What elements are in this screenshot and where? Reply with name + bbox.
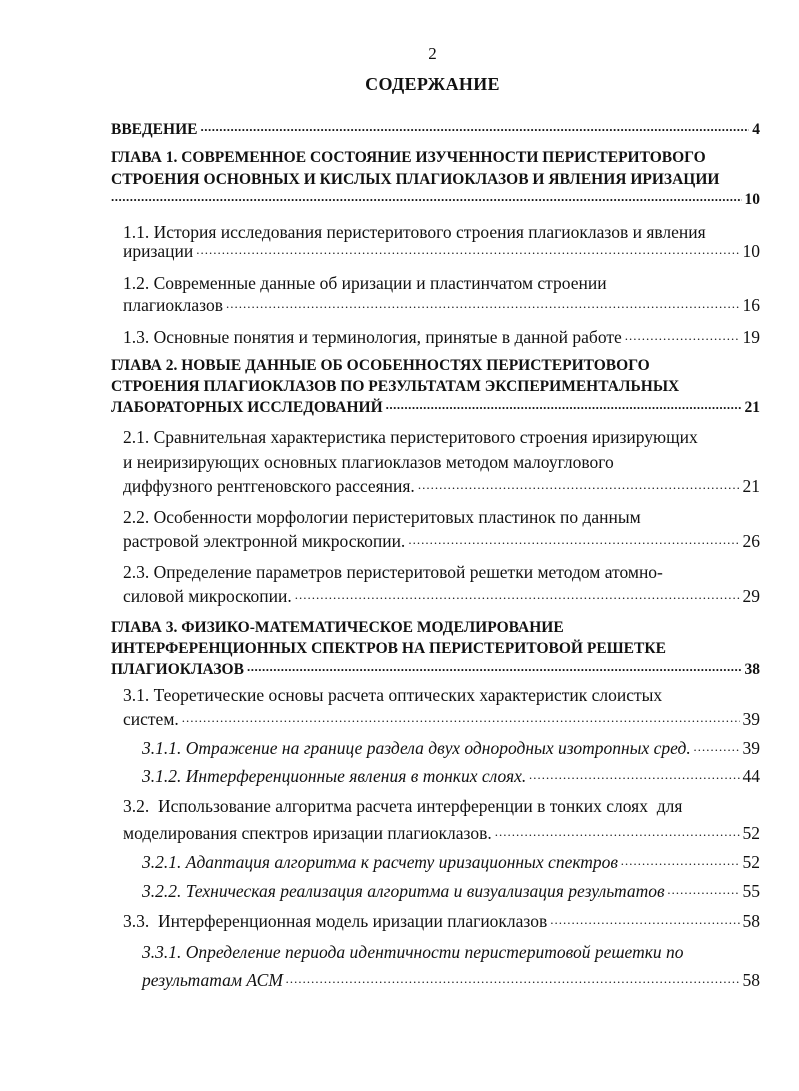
entry-title: 3.3. Интерференционная модель иризации плагиоклазов xyxy=(123,911,548,931)
entry-title: ГЛАВА 3. ФИЗИКО-МАТЕМАТИЧЕСКОЕ МОДЕЛИРОВАНИЕ xyxy=(111,619,564,636)
dot-leader xyxy=(418,478,740,492)
entry-title: 3.2.1. Адаптация алгоритма к расчету иризационных спектров xyxy=(142,852,619,872)
entry-title: ВВЕДЕНИЕ xyxy=(111,121,198,138)
toc-entry-introduction[interactable] xyxy=(111,119,760,141)
page-ref: 29 xyxy=(742,586,760,606)
dot-leader xyxy=(694,740,740,754)
toc-entry-chapter-1[interactable] xyxy=(111,147,760,169)
entry-title: силовой микроскопии. xyxy=(123,586,292,606)
entry-title: ЛАБОРАТОРНЫХ ИССЛЕДОВАНИЙ xyxy=(111,399,383,416)
entry-title: 1.2. Современные данные об иризации и пластинчатом строении xyxy=(123,273,607,293)
toc-entry-chapter-3[interactable] xyxy=(111,617,760,639)
toc-entry-chapter-3-line[interactable] xyxy=(111,659,760,681)
page-ref: 55 xyxy=(742,881,760,901)
toc-title: СОДЕРЖАНИЕ xyxy=(365,74,500,94)
entry-title: ГЛАВА 1. СОВРЕМЕННОЕ СОСТОЯНИЕ ИЗУЧЕННОСТИ ПЕРИСТЕРИТОВОГО xyxy=(111,149,706,166)
toc-entry-1-3[interactable] xyxy=(123,326,760,348)
toc-entry-2-3[interactable] xyxy=(123,561,760,583)
toc-entry-3-3-1[interactable] xyxy=(142,941,760,963)
entry-title: 2.2. Особенности морфологии перистеритовых пластинок по данным xyxy=(123,507,641,527)
dot-leader xyxy=(295,588,740,602)
page-ref: 19 xyxy=(742,327,760,347)
page-ref: 38 xyxy=(744,661,760,678)
entry-title: 3.1. Теоретические основы расчета оптических характеристик слоистых xyxy=(123,685,663,705)
entry-title: СТРОЕНИЯ ПЛАГИОКЛАЗОВ ПО РЕЗУЛЬТАТАМ ЭКСПЕРИМЕНТАЛЬНЫХ xyxy=(111,378,680,395)
page-ref: 39 xyxy=(742,709,760,729)
entry-title: иризации xyxy=(123,241,194,261)
dot-leader xyxy=(196,243,739,257)
page-ref: 21 xyxy=(744,399,760,416)
entry-title: 1.1. История исследования перистеритового строения плагиоклазов и явления xyxy=(123,222,706,242)
page-ref: 52 xyxy=(742,823,760,843)
page-ref: 44 xyxy=(742,766,760,786)
entry-title: ИНТЕРФЕРЕНЦИОННЫХ СПЕКТРОВ НА ПЕРИСТЕРИТОВОЙ РЕШЕТКЕ xyxy=(111,640,666,657)
toc-entry-chapter-3-line[interactable] xyxy=(111,638,760,660)
page-ref: 10 xyxy=(742,241,760,261)
entry-title: 2.1. Сравнительная характеристика перистеритового строения иризирующих xyxy=(123,427,698,447)
toc-entry-2-1-line[interactable] xyxy=(123,451,760,473)
dot-leader xyxy=(286,972,740,986)
dot-leader xyxy=(182,711,740,725)
toc-entry-2-2[interactable] xyxy=(123,506,760,528)
dot-leader xyxy=(111,190,742,204)
toc-entry-3-1-2[interactable] xyxy=(142,765,760,787)
toc-entry-3-3-1-line[interactable] xyxy=(142,969,760,991)
page-ref: 58 xyxy=(742,970,760,990)
entry-title: и неиризирующих основных плагиоклазов методом малоуглового xyxy=(123,452,614,472)
toc-entry-3-1-1[interactable] xyxy=(142,737,760,759)
entry-title: 3.2.2. Техническая реализация алгоритма и визуализация результатов xyxy=(142,881,665,901)
toc-entry-2-3-line[interactable] xyxy=(123,585,760,607)
dot-leader xyxy=(200,120,749,134)
entry-title: ГЛАВА 2. НОВЫЕ ДАННЫЕ ОБ ОСОБЕННОСТЯХ ПЕРИСТЕРИТОВОГО xyxy=(111,357,650,374)
dot-leader xyxy=(668,883,740,897)
toc-entry-2-1[interactable] xyxy=(123,426,760,448)
toc-entry-chapter-2-line[interactable] xyxy=(111,397,760,419)
entry-title: диффузного рентгеновского рассеяния. xyxy=(123,476,415,496)
dot-leader xyxy=(550,913,739,927)
entry-title: СТРОЕНИЯ ОСНОВНЫХ И КИСЛЫХ ПЛАГИОКЛАЗОВ И ЯВЛЕНИЯ ИРИЗАЦИИ xyxy=(111,171,720,188)
page-ref: 21 xyxy=(742,476,760,496)
toc-entry-3-1-line[interactable] xyxy=(123,708,760,730)
toc-entry-2-1-line[interactable] xyxy=(123,475,760,497)
entry-title: 3.1.1. Отражение на границе раздела двух однородных изотропных сред. xyxy=(142,738,691,758)
toc-entry-3-1[interactable] xyxy=(123,684,760,706)
toc-entry-chapter-1-page[interactable] xyxy=(111,189,760,211)
toc-entry-1-1-line[interactable] xyxy=(123,240,760,262)
entry-title: 3.1.2. Интерференционные явления в тонких слоях. xyxy=(142,766,527,786)
toc-entry-chapter-2[interactable] xyxy=(111,355,760,377)
toc-entry-3-2-1[interactable] xyxy=(142,851,760,873)
toc-entry-chapter-2-line[interactable] xyxy=(111,376,760,398)
dot-leader xyxy=(408,533,739,547)
entry-title: 1.3. Основные понятия и терминология, принятые в данной работе xyxy=(123,327,622,347)
entry-title: 3.2. Использование алгоритма расчета интерференции в тонких слоях для xyxy=(123,796,683,816)
entry-title: растровой электронной микроскопии. xyxy=(123,531,406,551)
toc-entry-1-2-line[interactable] xyxy=(123,294,760,316)
dot-leader xyxy=(529,768,739,782)
dot-leader xyxy=(625,329,740,343)
dot-leader xyxy=(495,825,740,839)
page-ref: 52 xyxy=(742,852,760,872)
page-ref: 58 xyxy=(742,911,760,931)
entry-title: ПЛАГИОКЛАЗОВ xyxy=(111,661,244,678)
toc-entry-3-2-2[interactable] xyxy=(142,880,760,902)
entry-title: 3.3.1. Определение периода идентичности перистеритовой решетки по xyxy=(142,942,684,962)
dot-leader xyxy=(247,660,742,674)
entry-title: систем. xyxy=(123,709,179,729)
dot-leader xyxy=(226,297,740,311)
page-ref: 16 xyxy=(742,295,760,315)
page-ref: 4 xyxy=(752,121,760,138)
entry-title: результатам АСМ xyxy=(142,970,283,990)
page-ref: 39 xyxy=(742,738,760,758)
toc-entry-3-2[interactable] xyxy=(123,795,760,817)
page-ref: 10 xyxy=(744,191,760,208)
toc-entry-1-2[interactable] xyxy=(123,272,760,294)
toc-entry-2-2-line[interactable] xyxy=(123,530,760,552)
page-ref: 26 xyxy=(742,531,760,551)
entry-title: плагиоклазов xyxy=(123,295,223,315)
page-number: 2 xyxy=(428,44,437,63)
toc-entry-3-3[interactable] xyxy=(123,910,760,932)
dot-leader xyxy=(621,854,739,868)
entry-title: моделирования спектров иризации плагиоклазов. xyxy=(123,823,492,843)
dot-leader xyxy=(386,398,742,412)
toc-entry-chapter-1-line[interactable] xyxy=(111,169,760,191)
toc-entry-3-2-line[interactable] xyxy=(123,822,760,844)
entry-title: 2.3. Определение параметров перистеритовой решетки методом атомно- xyxy=(123,562,663,582)
